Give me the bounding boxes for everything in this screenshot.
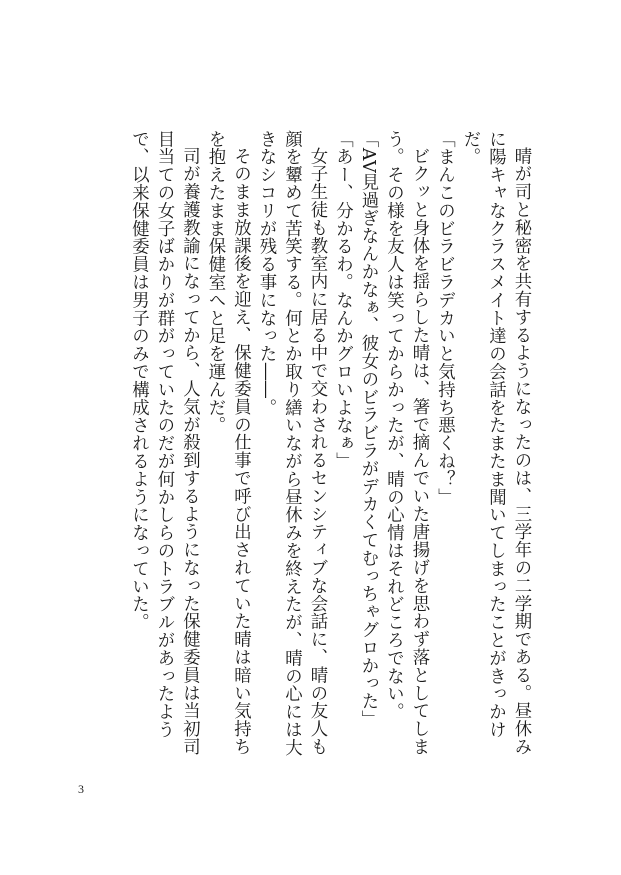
vertical-text-body: [73, 130, 533, 760]
paragraph-4-dialogue: 「AV見過ぎなんかなぁ、彼女のビラビラがデカくてむっちゃグロかった」: [358, 130, 378, 729]
paragraph-7: そのまま放課後を迎え、保健委員の仕事で呼び出されていた晴は暗い気持ちを抱えたまま保健室へと足を運んだ。: [205, 130, 251, 756]
paragraph-6: 女子生徒も教室内に居る中で交わされるセンシティブな会話に、晴の友人も顔を顰めて苦笑する。何とか取り繕いながら昼休みを終えたが、晴の心には大きなシコリが残る事になった――。: [256, 130, 327, 757]
paragraph-2-dialogue: 「まんこのビラビラデカいと気持ち悪くね？」: [434, 130, 455, 506]
paragraph-1: 晴が司と秘密を共有するようになったのは、三学年の二学期である。昼休みに陽キャなクラスメイト達の会話をたまたま聞いてしまったことがきっかけだ。: [460, 130, 531, 756]
paragraph-3: ビクッと身体を揺らした晴は、箸で摘んでいた唐揚げを思わず落としてしまう。その様を友人は笑ってからかったが、晴の心情はそれどころでない。: [383, 130, 429, 756]
page-number: 3: [78, 782, 84, 796]
paragraph-5-dialogue: 「あー、分かるわ。なんかグロいよなぁ」: [332, 130, 353, 471]
paragraph-8: 司が養護教諭になってから、人気が殺到するようになった保健委員は当初司目当ての女子ばかりが群がっていたのだが何かしらのトラブルがあったようで、以来保健委員は男子のみで構成されるようになっていた。: [128, 130, 200, 756]
